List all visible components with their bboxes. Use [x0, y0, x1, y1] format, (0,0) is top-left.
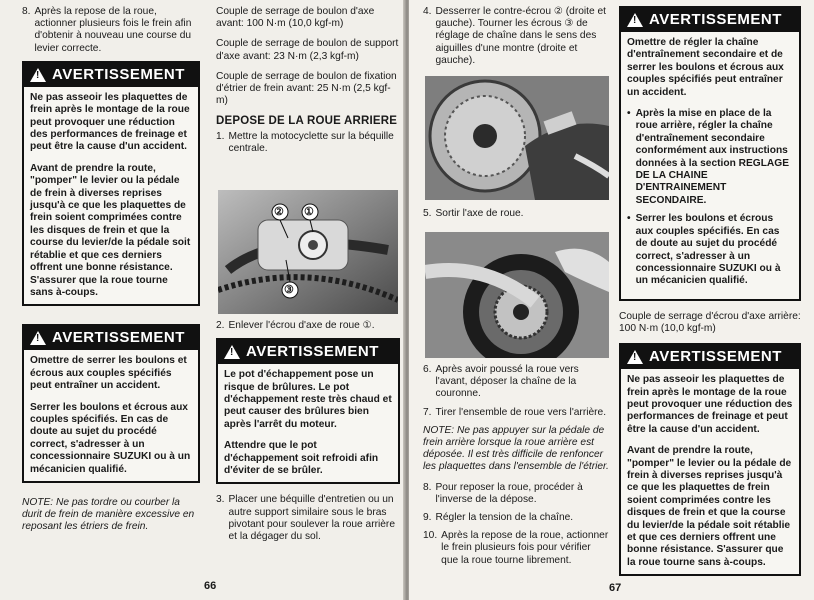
warning-title: AVERTISSEMENT: [52, 65, 185, 83]
right-page: [409, 0, 814, 600]
right-column-1c: [423, 364, 609, 573]
photo-wheel-removal: [425, 232, 609, 358]
step-2: 2. Enlever l'écrou d'axe de roue ①.: [216, 320, 375, 331]
warning-text: Avant de prendre la route, "pomper" le levier ou la pédale de frein à diverses reprises jusqu'à ce que les plaquettes de frein soient comprimées contre les disques de frein et que la course du levier/de la pédale soit rétablie et que ces derniers offrent une bonne résistance. S'assurer que la roue tourne sans à-coups.: [30, 162, 191, 298]
axle-removal-illustration: [425, 76, 609, 200]
wheel-removal-illustration: [425, 232, 609, 358]
page-number: 66: [204, 580, 217, 592]
step-3: 3. Placer une béquille d'entretien ou un autre support similaire sous le bras pivotant pour soulever la roue arrière et la dégager du sol.: [216, 494, 395, 543]
list-item: • Serrer les boulons et écrous aux couples spécifiés. En cas de doute au sujet du procédé correct, s'adresser à un concessionnaire SUZUKI ou à un mécanicien qualifié.: [627, 213, 781, 287]
photo-chain-adjuster: [218, 190, 398, 314]
warning-text: Omettre de régler la chaîne d'entraînement secondaire et de serrer les boulons et écrous aux couples spécifiés peut entraîner un accident.: [627, 37, 784, 98]
note-brake-pedal: NOTE: Ne pas appuyer sur la pédale de frein arrière lorsque la roue arrière est déposée. Il est très difficile de renfoncer les plaquettes dans l'ensemble de l'étrier.: [423, 424, 609, 473]
warning-triangle-icon: [30, 68, 46, 82]
warning-triangle-icon: [627, 350, 643, 364]
step-7: 7. Tirer l'ensemble de roue vers l'arrière.: [423, 406, 607, 418]
section-title: DEPOSE DE LA ROUE ARRIERE: [216, 115, 398, 128]
torque-front-axle: Couple de serrage de boulon d'axe avant: 100 N·m (10,0 kgf-m): [216, 6, 375, 30]
right-column-1b: [423, 208, 609, 226]
torque-rear-axle: Couple de serrage d'écrou d'axe arrière: 100 N·m (10,0 kgf-m): [619, 310, 801, 334]
warning-triangle-icon: [224, 345, 240, 359]
warning-text: Ne pas asseoir les plaquettes de frein après le montage de la roue peut provoquer une réduction des performances de freinage et peut être la cause d'un accident.: [30, 91, 190, 153]
warning-title: AVERTISSEMENT: [52, 329, 185, 347]
step-4: 4. Desserrer le contre-écrou ② (droite et gauche). Tourner les écrous ③ de réglage de chaîne dans le sens des aiguilles d'une montre (droite et gauche).: [423, 6, 606, 66]
warning-title: AVERTISSEMENT: [246, 343, 379, 361]
right-column-2: [619, 6, 801, 576]
step-10: 10. Après la repose de la roue, actionner le frein plusieurs fois pour vérifier que la roue tourne librement.: [423, 530, 609, 566]
warning-box-brake-pads: [22, 61, 200, 307]
step-6: 6. Après avoir poussé la roue vers l'avant, déposer la chaîne de la couronne.: [423, 364, 579, 400]
warning-text: Le pot d'échappement pose un risque de brûlures. Le pot d'échappement reste très chaud et peut causer des brûlures bien après l'arrêt du moteur.: [224, 369, 392, 430]
left-page: [0, 0, 405, 600]
torque-axle-holder: Couple de serrage de boulon de support d'axe avant: 23 N·m (2,3 kgf-m): [216, 38, 399, 62]
warning-text: Avant de prendre la route, "pomper" le levier ou la pédale de frein à diverses reprises jusqu'à ce que les plaquettes de frein soient comprimées contre les disques de frein et que la course du levier/de la pédale soit rétablie et que ces derniers offrent une bonne résistance. S'assurer que la roue tourne sans à-coups.: [627, 445, 792, 568]
photo-axle-nut: [425, 76, 609, 200]
warning-triangle-icon: [627, 13, 643, 27]
list-item: • Après la mise en place de la roue arrière, régler la chaîne d'entraînement secondaire conformément aux instructions données à la section REGLAGE DE LA CHAINE D'ENTRAINEMENT SECONDAIRE.: [627, 108, 789, 206]
page-number: 67: [609, 582, 622, 594]
note-brake-hose: NOTE: Ne pas tordre ou courber la durit de frein de manière excessive en reposant les étriers de frein.: [22, 496, 195, 533]
step-8: 8. Pour reposer la roue, procéder à l'inverse de la dépose.: [423, 481, 583, 505]
warning-text: Omettre de serrer les boulons et écrous aux couples spécifiés peut entraîner un accident.: [30, 355, 187, 392]
left-column-1: [22, 6, 200, 542]
step-5: 5. Sortir l'axe de roue.: [423, 208, 524, 219]
warning-box-torque: [22, 324, 200, 483]
warning-text: Attendre que le pot d'échappement soit refroidi afin d'éviter de se brûler.: [224, 440, 379, 477]
torque-caliper: Couple de serrage de boulon de fixation d'étrier de frein avant: 25 N·m (2,5 kgf-m): [216, 70, 397, 107]
callout-1: ①: [304, 206, 314, 218]
warning-title: AVERTISSEMENT: [649, 10, 782, 28]
callout-2: ②: [274, 206, 284, 218]
left-column-2b: [216, 320, 400, 549]
warning-box-chain: [619, 6, 801, 301]
warning-bullets: [627, 108, 793, 288]
left-column-2: [216, 6, 400, 161]
warning-text: Serrer les boulons et écrous aux couples spécifiés. En cas de doute au sujet du procédé correct, s'adresser à un concessionnaire SUZUKI ou à un mécanicien qualifié.: [30, 401, 191, 475]
step-9: 9. Régler la tension de la chaîne.: [423, 512, 574, 524]
warning-box-exhaust: [216, 338, 400, 484]
right-column-1: [423, 6, 609, 73]
step-1: 1. Mettre la motocyclette sur la béquille centrale.: [216, 130, 394, 154]
warning-box-brake-pads-2: [619, 343, 801, 576]
step-8: 8. Après la repose de la roue, actionner plusieurs fois le frein afin d'obtenir à nouveau une course du levier correcte.: [22, 6, 192, 54]
warning-text: Ne pas asseoir les plaquettes de frein après le montage de la roue peut provoquer une réduction des performances de freinage et peut être la cause d'un accident.: [627, 374, 793, 435]
callout-3: ③: [284, 284, 294, 296]
warning-title: AVERTISSEMENT: [649, 348, 782, 366]
warning-triangle-icon: [30, 331, 46, 345]
